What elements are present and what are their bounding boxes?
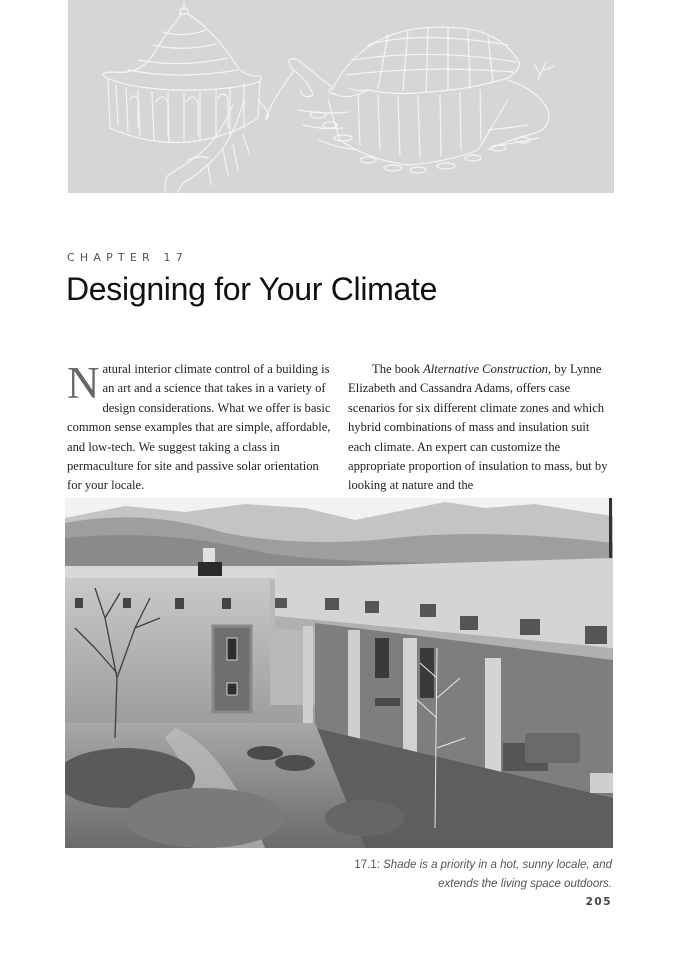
figure-photo-adobe-courtyard — [65, 498, 613, 848]
adobe-courtyard-photo — [65, 498, 613, 848]
body-column-right — [348, 360, 614, 496]
paragraph-text: atural interior climate control of a building is an art and a science that takes in a variety of design considerations. What we offer is basic common sense examples that are simple, affordable, and low-tech. We suggest taking a class in permaculture for site and passive solar orientation for your locale. — [67, 362, 331, 493]
figure-caption-text: Shade is a priority in a hot, sunny locale, and extends the living space outdoors. — [383, 859, 612, 890]
paragraph-text: by Lynne Elizabeth and Cassandra Adams, offers case scenarios for six different climate zones and which hybrid combinations of mass and insulation suit each climate. An expert can customize the appropriate proportion of insulation to mass, but by looking at nature and the — [348, 362, 608, 493]
page-number: 205 — [585, 896, 612, 908]
figure-number: 17.1: — [354, 859, 384, 871]
chapter-title: Designing for Your Climate — [66, 271, 438, 307]
drop-cap: N — [67, 358, 100, 408]
alternative-construction-paragraph — [348, 360, 614, 496]
book-title: Alternative Construction, — [423, 362, 552, 376]
figure-caption — [312, 856, 612, 894]
chapter-number-label: CHAPTER 17 — [67, 251, 188, 264]
intro-paragraph — [67, 360, 331, 496]
architecture-sketch-illustration — [68, 0, 614, 193]
body-column-left — [67, 360, 331, 496]
chapter-header-banner — [68, 0, 614, 193]
paragraph-intro: The book — [372, 362, 424, 376]
